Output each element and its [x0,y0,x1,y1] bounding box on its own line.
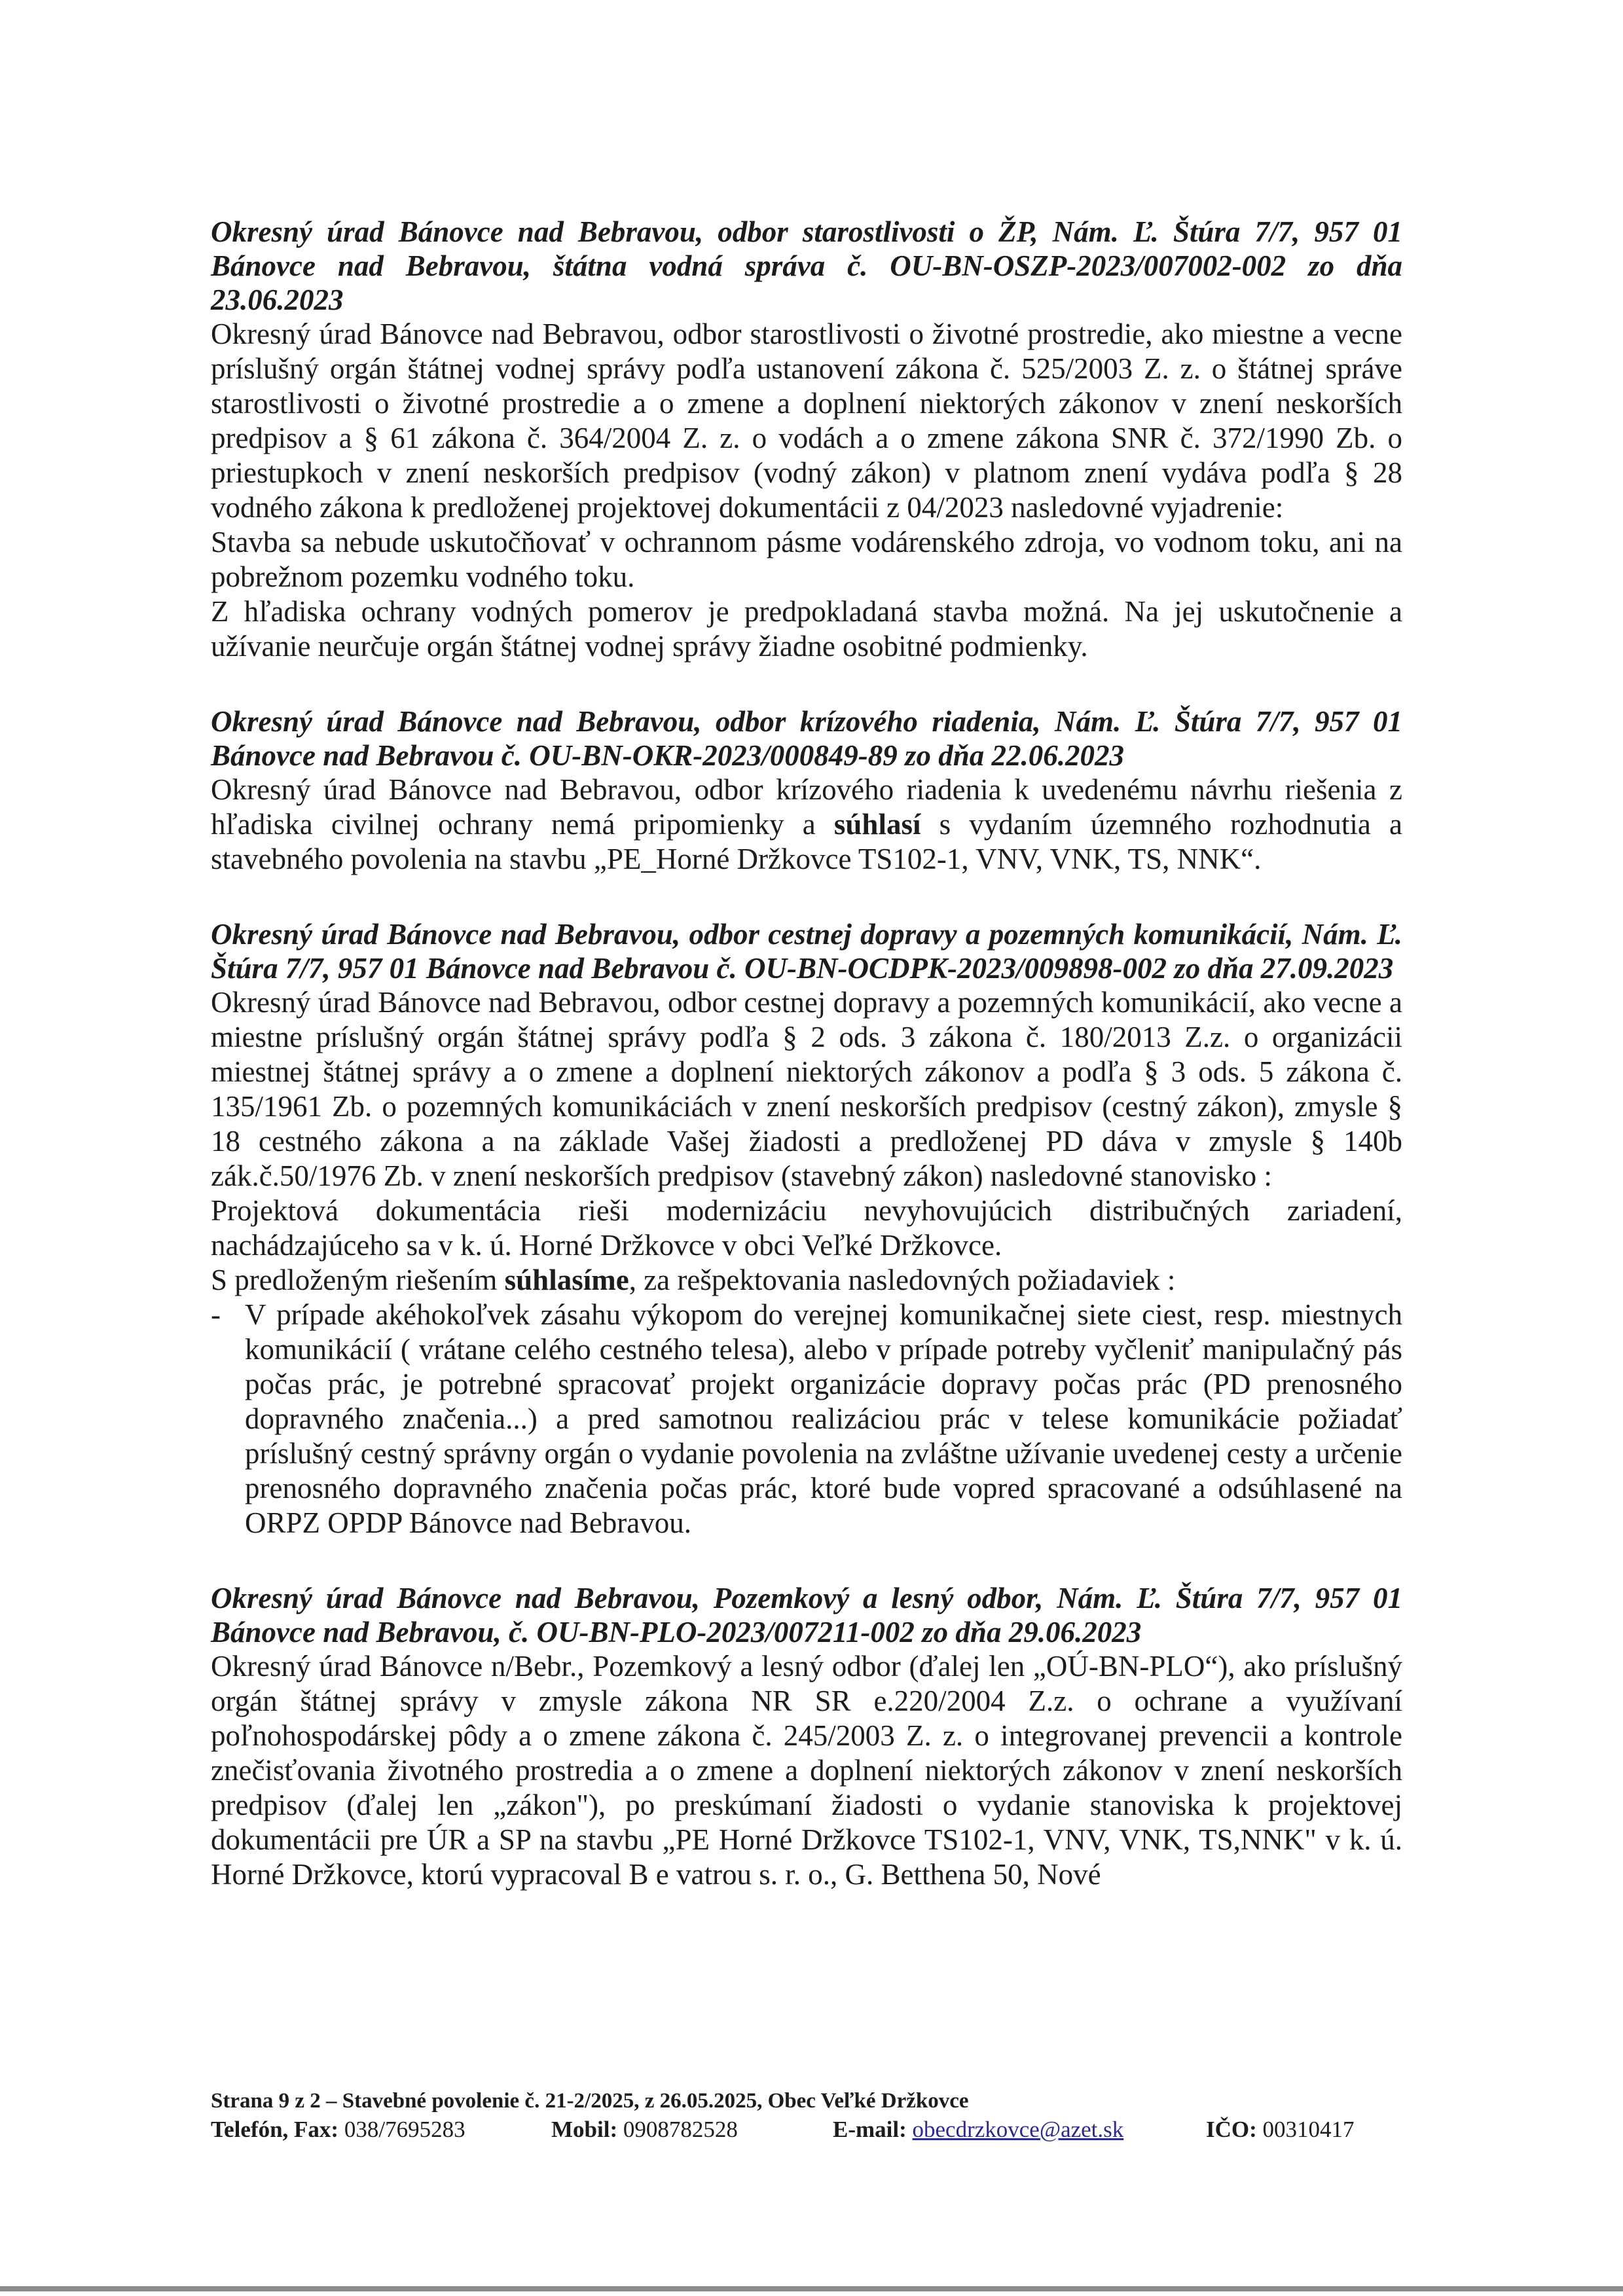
footer-ico [1206,2115,1355,2145]
paragraph [211,1263,1402,1298]
paragraph: Okresný úrad Bánovce nad Bebravou, odbor starostlivosti o životné prostredie, ako miestne a vecne príslušný orgán štátnej vodnej správy podľa ustanovení zákona č. 525/2003 Z. z. o štátnej správe starostlivosti o životné prostredie a o zmene a doplnení niektorých zákonov v znení neskorších predpisov a § 61 zákona č. 364/2004 Z. z. o vodách a o zmene zákona SNR č. 372/1990 Zb. o priestupkoch v znení neskorších predpisov (vodný zákon) v platnom znení vydáva podľa § 28 vodného zákona k predloženej projektovej dokumentácii z 04/2023 nasledovné vyjadrenie: [211,318,1402,524]
section-crisis-management [211,704,1402,877]
phone-label: Telefón, Fax: [211,2117,339,2142]
phone-value: 038/7695283 [338,2117,465,2142]
scan-bottom-edge [0,2286,1623,2291]
paragraph [211,773,1402,877]
ico-label: IČO: [1206,2117,1257,2142]
footer-contacts [211,2115,1402,2145]
paragraph: Projektová dokumentácia rieši modernizáciu nevyhovujúcich distribučných zariadení, nachádzajúceho sa v k. ú. Horné Držkovce v obci Veľké Držkovce. [211,1194,1402,1262]
paragraph-text: S predloženým riešením [211,1264,505,1296]
ico-value: 00310417 [1256,2117,1355,2142]
section-heading: Okresný úrad Bánovce nad Bebravou, odbor cestnej dopravy a pozemných komunikácií, Nám. Ľ. Štúra 7/7, 957 01 Bánovce nad Bebravou č. OU-BN-OCDPK-2023/009898-002 zo dňa 27.09.2023 [211,918,1402,985]
document-body [211,215,1402,1933]
paragraph-text: , za rešpektovania nasledovných požiadaviek : [629,1264,1176,1296]
mobile-value: 0908782528 [617,2117,738,2142]
mobile-label: Mobil: [551,2117,618,2142]
requirements-list [211,1298,1402,1540]
section-heading: Okresný úrad Bánovce nad Bebravou, odbor starostlivosti o ŽP, Nám. Ľ. Štúra 7/7, 957 01 Bánovce nad Bebravou, štátna vodná správa č. OU-BN-OSZP-2023/007002-002 zo dňa 23.06.2023 [211,215,1402,316]
section-water-authority [211,215,1402,664]
paragraph-text: Okresný úrad Bánovce nad Bebravou, odbor krízového riadenia k uvedenému návrhu riešenia z hľadiska civilnej ochrany nemá pripomienky a [211,773,1402,841]
list-item: - V prípade akéhokoľvek zásahu výkopom do verejnej komunikačnej siete ciest, resp. miestnych komunikácií ( vrátane celého cestného telesa), alebo v prípade potreby vyčleniť manipulačný pás počas prác, je potrebné spracovať projekt organizácie dopravy počas prác (PD prenosného dopravného značenia...) a pred samotnou realizáciou prác v telese komunikácie požiadať príslušný cestný správny orgán o vydanie povolenia na zvláštne užívanie uvedenej cesty a určenie prenosného dopravného značenia počas prác, ktoré bude vopred spracované a odsúhlasené na ORPZ OPDP Bánovce nad Bebravou. [211,1298,1402,1540]
page-footer [211,2087,1402,2145]
paragraph: Stavba sa nebude uskutočňovať v ochrannom pásme vodárenského zdroja, vo vodnom toku, ani na pobrežnom pozemku vodného toku. [211,526,1402,593]
footer-email [833,2115,1206,2145]
email-link[interactable]: obecdrzkovce@azet.sk [912,2117,1124,2142]
footer-page-info: Strana 9 z 2 – Stavebné povolenie č. 21-2/2025, z 26.05.2025, Obec Veľké Držkovce [211,2089,969,2113]
section-heading: Okresný úrad Bánovce nad Bebravou, odbor krízového riadenia, Nám. Ľ. Štúra 7/7, 957 01 Bánovce nad Bebravou č. OU-BN-OKR-2023/000849-89 zo dňa 22.06.2023 [211,705,1402,772]
section-land-forest [211,1581,1402,1892]
section-heading: Okresný úrad Bánovce nad Bebravou, Pozemkový a lesný odbor, Nám. Ľ. Štúra 7/7, 957 01 Bánovce nad Bebravou, č. OU-BN-PLO-2023/007211-002 zo dňa 29.06.2023 [211,1582,1402,1649]
email-label: E-mail: [833,2117,907,2142]
paragraph: Z hľadiska ochrany vodných pomerov je predpokladaná stavba možná. Na jej uskutočnenie a užívanie neurčuje orgán štátnej vodnej správy žiadne osobitné podmienky. [211,595,1402,663]
paragraph: Okresný úrad Bánovce nad Bebravou, odbor cestnej dopravy a pozemných komunikácií, ako vecne a miestne príslušný orgán štátnej správy podľa § 2 ods. 3 zákona č. 180/2013 Z.z. o organizácii miestnej štátnej správy a o zmene a doplnení niektorých zákonov a podľa § 3 ods. 5 zákona č. 135/1961 Zb. o pozemných komunikáciách v znení neskorších predpisov (cestný zákon), zmysle § 18 cestného zákona a na základe Vašej žiadosti a predloženej PD dáva v zmysle § 140b zák.č.50/1976 Zb. v znení neskorších predpisov (stavebný zákon) nasledovné stanovisko : [211,986,1402,1192]
paragraph-text: s vydaním územného rozhodnutia a stavebného povolenia na stavbu „PE_Horné Držkovce TS102-1, VNV, VNK, TS, NNK“. [211,808,1402,875]
paragraph: Okresný úrad Bánovce n/Bebr., Pozemkový a lesný odbor (ďalej len „OÚ-BN-PLO“), ako príslušný orgán štátnej správy v zmysle zákona NR SR e.220/2004 Z.z. o ochrane a využívaní poľnohospodárskej pôdy a o zmene zákona č. 245/2003 Z. z. o integrovanej prevencii a kontrole znečisťovania životného prostredia a o zmene a doplnení niektorých zákonov v znení neskorších predpisov (ďalej len „zákon"), po preskúmaní žiadosti o vydanie stanoviska k projektovej dokumentácii pre ÚR a SP na stavbu „PE Horné Držkovce TS102-1, VNV, VNK, TS,NNK" v k. ú. Horné Držkovce, ktorú vypracoval B e vatrou s. r. o., G. Betthena 50, Nové [211,1650,1402,1891]
footer-mobile [551,2115,833,2145]
bold-text: súhlasí [833,808,921,841]
section-road-transport [211,917,1402,1540]
bold-text: súhlasíme [504,1264,629,1296]
footer-phone [211,2115,551,2145]
